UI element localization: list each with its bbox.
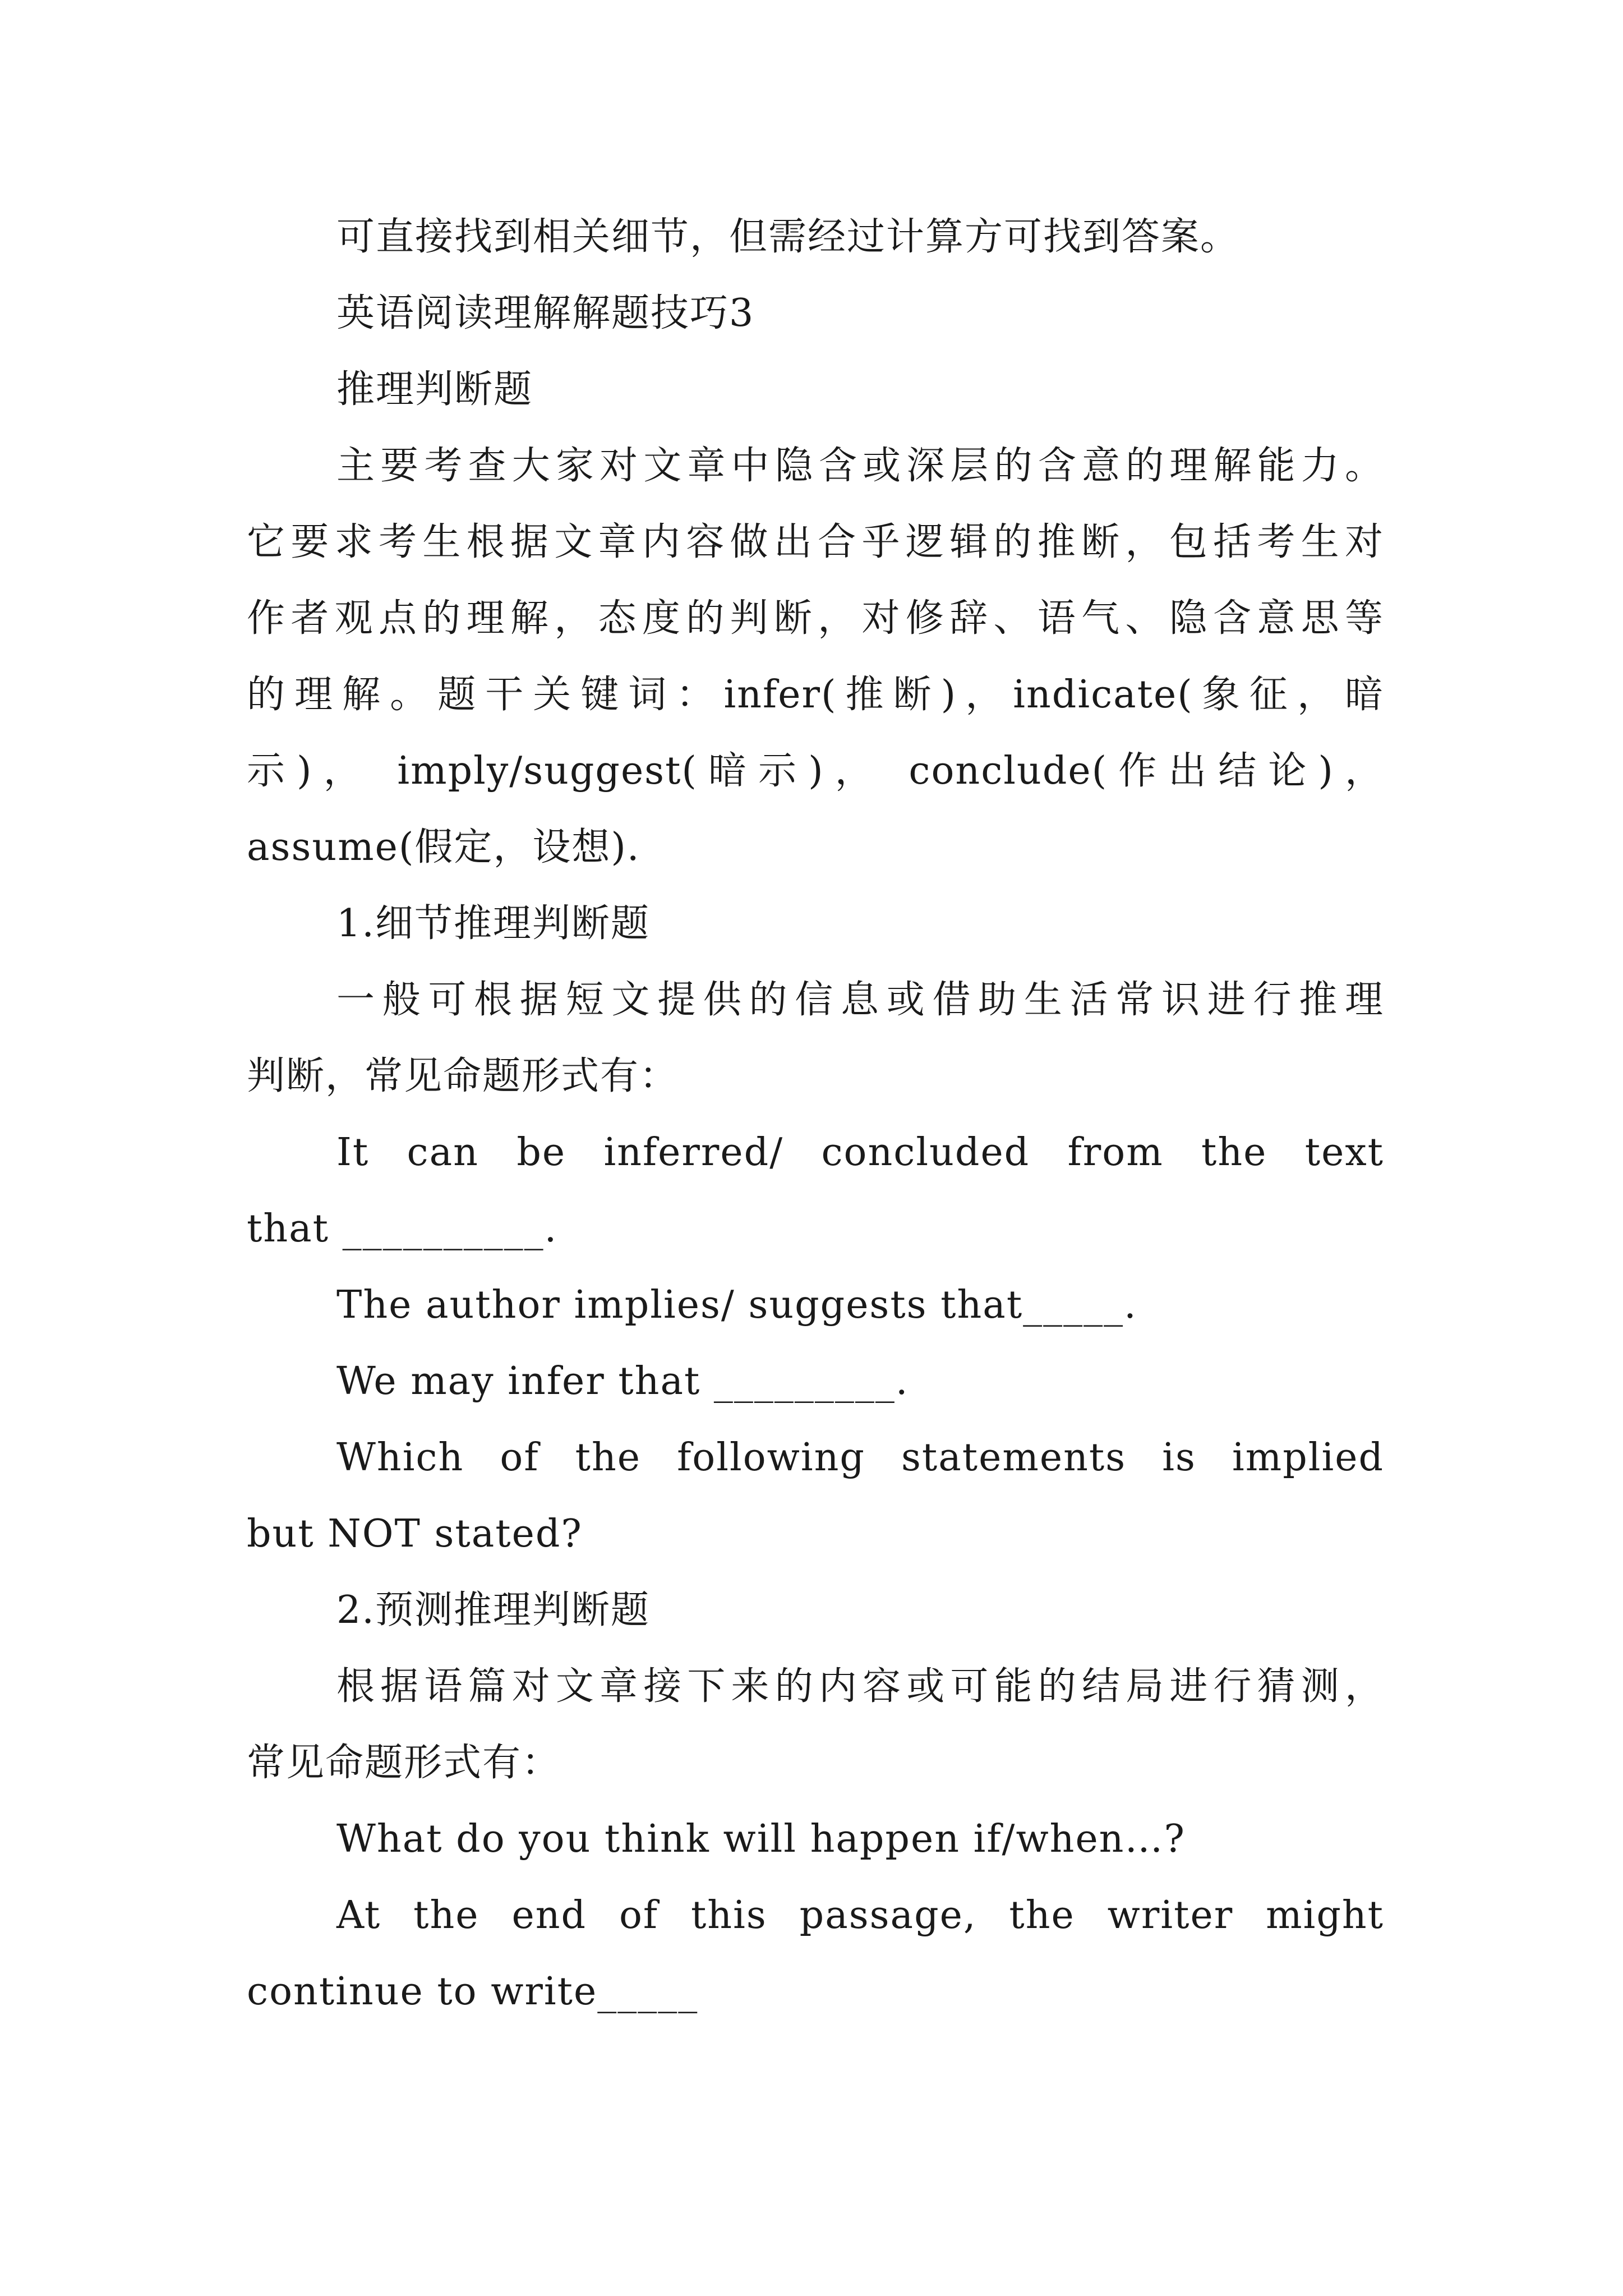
example-line: It can be inferred/ concluded from the text [336, 1130, 1384, 1175]
document-body [247, 199, 1384, 2030]
example-line: but NOT stated? [247, 1512, 583, 1556]
paragraph-line: 可直接找到相关细节，但需经过计算方可找到答案。 [336, 215, 1240, 259]
paragraph-line: 判断，常见命题形式有： [247, 1054, 679, 1098]
example-line: that __________. [247, 1207, 558, 1251]
paragraph-line: 一般可根据短文提供的信息或借助生活常识进行推理 [336, 978, 1384, 1022]
paragraph-line: 作者观点的理解，态度的判断，对修辞、语气、隐含意思等 [247, 596, 1384, 641]
example-line: We may infer that _________. [336, 1359, 909, 1404]
example-line: The author implies/ suggests that_____. [336, 1283, 1137, 1327]
list-item-heading: 1.细节推理判断题 [336, 901, 650, 946]
example-line: What do you think will happen if/when…? [336, 1817, 1186, 1861]
paragraph-line: 示)， imply/suggest(暗示)， conclude(作出结论)， [247, 749, 1384, 793]
example-line: Which of the following statements is implied [336, 1435, 1384, 1480]
subsection-heading: 推理判断题 [336, 367, 533, 412]
paragraph-line: assume(假定，设想). [247, 825, 640, 869]
example-line: At the end of this passage, the writer might [336, 1893, 1384, 1938]
paragraph-line: 主要考查大家对文章中隐含或深层的含意的理解能力。 [336, 444, 1384, 488]
example-line: continue to write_____ [247, 1970, 699, 2014]
paragraph-line: 常见命题形式有： [247, 1741, 561, 1785]
paragraph-line: 它要求考生根据文章内容做出合乎逻辑的推断，包括考生对 [247, 520, 1384, 564]
paragraph-line: 根据语篇对文章接下来的内容或可能的结局进行猜测， [336, 1664, 1384, 1709]
section-heading: 英语阅读理解解题技巧3 [336, 291, 755, 335]
paragraph-line: 的理解。题干关键词：infer(推断)，indicate(象征，暗 [247, 673, 1384, 717]
list-item-heading: 2.预测推理判断题 [336, 1588, 650, 1632]
